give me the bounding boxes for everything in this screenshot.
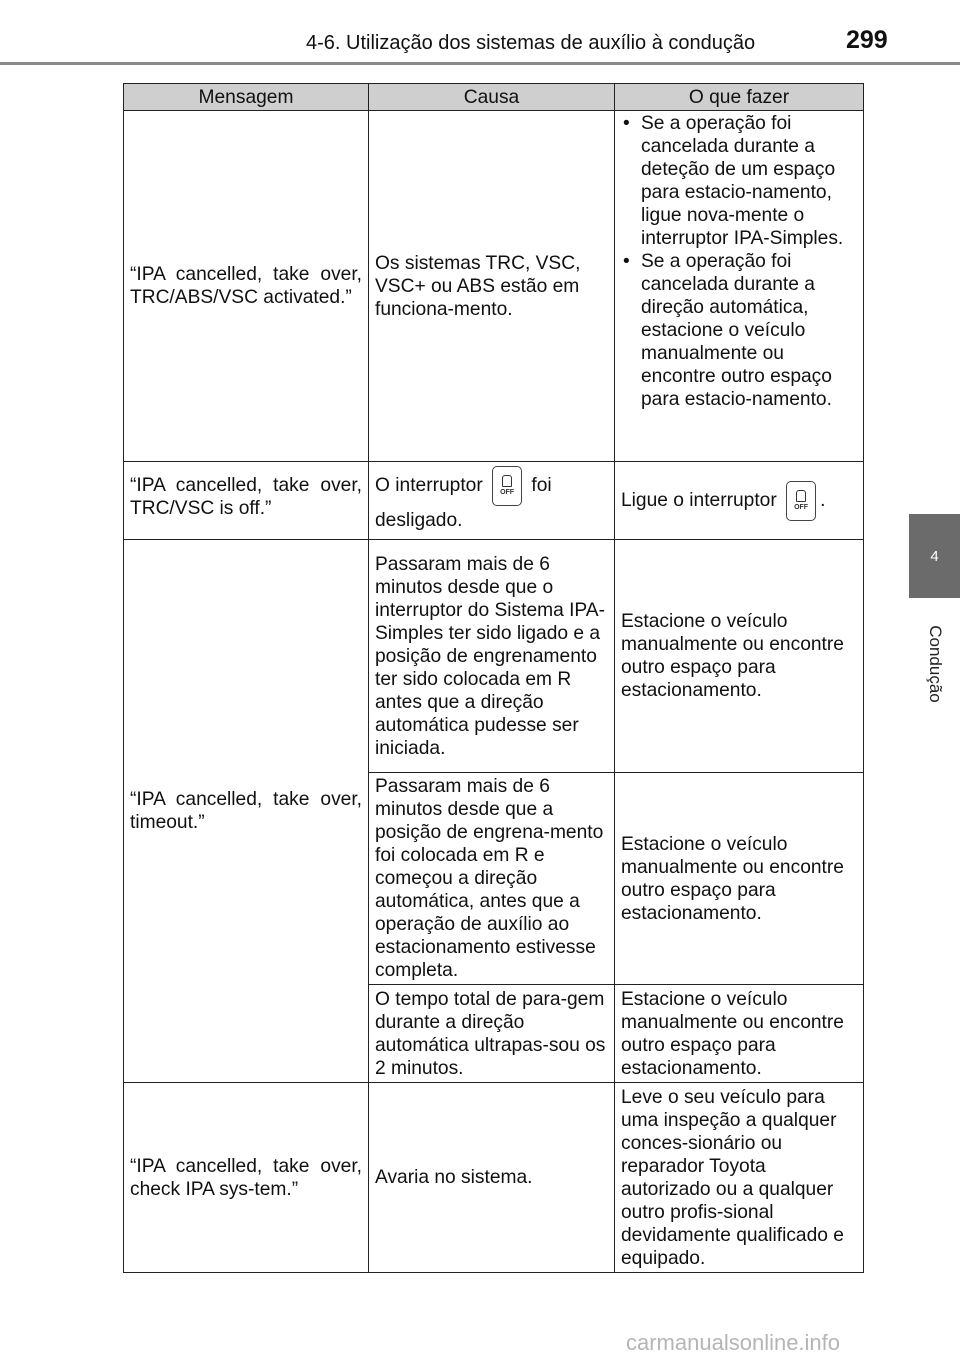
messages-table bbox=[123, 83, 864, 1273]
message-cell: “IPA cancelled, take over, TRC/ABS/VSC activated.” bbox=[124, 111, 369, 462]
watermark: carmanualsonline.info bbox=[626, 1330, 841, 1355]
cause-cell: Avaria no sistema. bbox=[369, 1083, 615, 1273]
cause-cell: O tempo total de para-gem durante a direção automática ultrapas-sou os 2 minutos. bbox=[369, 985, 615, 1083]
chapter-label: Condução bbox=[926, 625, 945, 703]
off-switch-icon bbox=[786, 481, 816, 521]
action-text-before: Ligue o interruptor bbox=[621, 489, 777, 511]
action-cell bbox=[615, 111, 864, 462]
list-item: • Se a operação foi cancelada durante a direção automática, estacione o veículo manualmente ou encontre outro espaço para estacio-namento. bbox=[621, 250, 857, 411]
cause-cell: Os sistemas TRC, VSC, VSC+ ou ABS estão em funciona-mento. bbox=[369, 111, 615, 462]
car-icon bbox=[502, 475, 512, 487]
section-title: 4-6. Utilização dos sistemas de auxílio à condução bbox=[306, 32, 756, 54]
chapter-number: 4 bbox=[930, 547, 939, 565]
action-cell: Estacione o veículo manualmente ou encontre outro espaço para estacionamento. bbox=[615, 540, 864, 773]
action-cell: Estacione o veículo manualmente ou encontre outro espaço para estacionamento. bbox=[615, 773, 864, 985]
table-row bbox=[124, 540, 864, 773]
cause-text-after: foi bbox=[531, 474, 552, 496]
page-number: 299 bbox=[846, 26, 888, 54]
chapter-tab[interactable] bbox=[909, 514, 960, 598]
header-action: O que fazer bbox=[615, 84, 864, 111]
cause-text-line2: desligado. bbox=[375, 509, 463, 531]
message-cell: “IPA cancelled, take over, timeout.” bbox=[124, 540, 369, 1083]
off-switch-icon bbox=[492, 466, 522, 506]
off-label: OFF bbox=[500, 488, 515, 496]
header-message: Mensagem bbox=[124, 84, 369, 111]
table-row bbox=[124, 111, 864, 462]
message-cell: “IPA cancelled, take over, TRC/VSC is off.” bbox=[124, 462, 369, 540]
table-row bbox=[124, 1083, 864, 1273]
action-cell bbox=[615, 462, 864, 540]
action-cell: Estacione o veículo manualmente ou encontre outro espaço para estacionamento. bbox=[615, 985, 864, 1083]
action-text-after: . bbox=[820, 489, 826, 511]
cause-cell: Passaram mais de 6 minutos desde que a posição de engrena-mento foi colocada em R e começou a direção automática, antes que a operação de auxílio ao estacionamento estivesse completa. bbox=[369, 773, 615, 985]
table-header-row bbox=[124, 84, 864, 111]
action-list bbox=[621, 112, 857, 411]
header-cause: Causa bbox=[369, 84, 615, 111]
action-cell: Leve o seu veículo para uma inspeção a qualquer conces-sionário ou reparador Toyota autorizado ou a qualquer outro profis-sional devidamente qualificado e equipado. bbox=[615, 1083, 864, 1273]
message-cell: “IPA cancelled, take over, check IPA sys-tem.” bbox=[124, 1083, 369, 1273]
cause-cell: Passaram mais de 6 minutos desde que o interruptor do Sistema IPA-Simples ter sido ligado e a posição de engrenamento ter sido colocada em R antes que a direção automática pudesse ser iniciada. bbox=[369, 540, 615, 773]
table-row bbox=[124, 462, 864, 540]
cause-text-before: O interruptor bbox=[375, 474, 483, 496]
page-header bbox=[0, 0, 960, 66]
cause-cell bbox=[369, 462, 615, 540]
list-item: • Se a operação foi cancelada durante a deteção de um espaço para estacio-namento, ligue nova-mente o interruptor IPA-Simples. bbox=[621, 112, 857, 250]
off-label: OFF bbox=[794, 503, 809, 511]
car-icon bbox=[796, 490, 806, 502]
header-rule bbox=[0, 62, 960, 65]
